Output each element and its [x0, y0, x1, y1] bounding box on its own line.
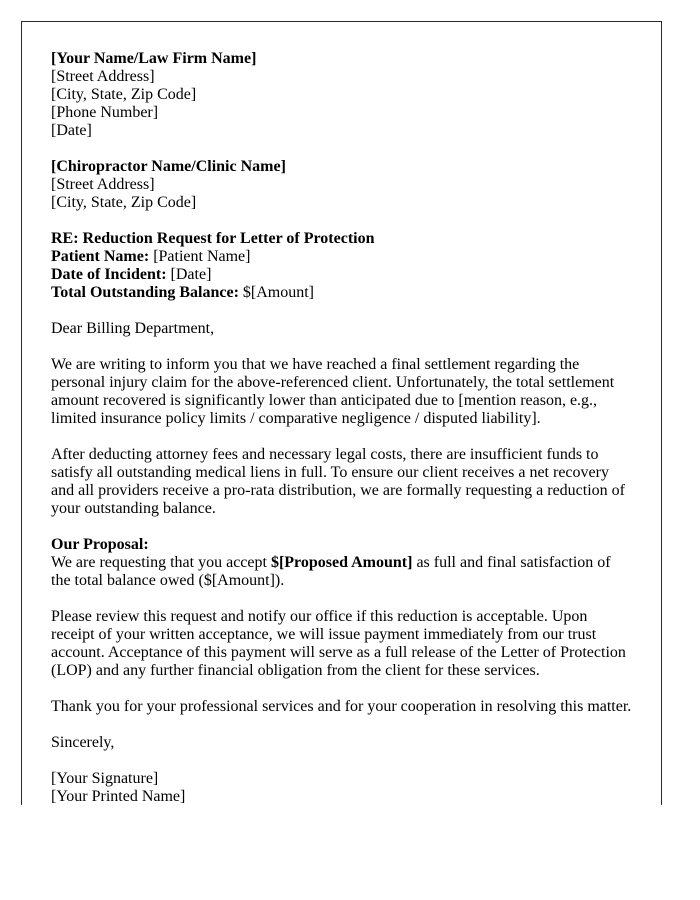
- proposal-heading: Our Proposal:: [51, 536, 149, 553]
- sender-address-block: [51, 50, 634, 140]
- letter-document: [21, 21, 662, 805]
- signature-line: [Your Signature]: [51, 770, 159, 787]
- balance-line: [51, 284, 634, 302]
- re-line: RE: Reduction Request for Letter of Protection: [51, 230, 375, 247]
- incident-date-value: [Date]: [166, 266, 212, 283]
- proposal-text-post: as full and final satisfaction of the total balance owed ($[Amount]).: [51, 554, 611, 589]
- proposed-amount: $[Proposed Amount]: [270, 554, 413, 571]
- balance-value: $[Amount]: [238, 284, 314, 301]
- sender-name: [Your Name/Law Firm Name]: [51, 50, 257, 67]
- recipient-street: [Street Address]: [51, 176, 155, 193]
- patient-name-label: Patient Name:: [51, 248, 150, 265]
- proposal-block: [51, 536, 634, 590]
- incident-date-line: [51, 266, 634, 284]
- body-paragraph-thanks: Thank you for your professional services and for your cooperation in resolving this matter.: [51, 698, 632, 715]
- body-paragraph-insufficient-funds: After deducting attorney fees and necessary legal costs, there are insufficient funds to satisfy all outstanding medical liens in full. To ensure our client receives a net recovery and all providers receive a pro-rata distribution, we are formally requesting a reduction of your outstanding balance.: [51, 446, 625, 517]
- signature-block: [51, 770, 634, 805]
- body-paragraph-settlement: We are writing to inform you that we have reached a final settlement regarding the personal injury claim for the above-referenced client. Unfortunately, the total settlement amount recovered is significantly lower than anticipated due to [mention reason, e.g., limited insurance policy limits / comparative negligence / disputed liability].: [51, 356, 615, 427]
- subject-block: [51, 230, 634, 302]
- balance-label: Total Outstanding Balance:: [51, 284, 239, 301]
- sender-phone: [Phone Number]: [51, 104, 159, 121]
- recipient-name: [Chiropractor Name/Clinic Name]: [51, 158, 286, 175]
- closing: Sincerely,: [51, 734, 115, 751]
- salutation: Dear Billing Department,: [51, 320, 215, 337]
- patient-name-line: [51, 248, 634, 266]
- body-paragraph-review-request: Please review this request and notify our office if this reduction is acceptable. Upon receipt of your written acceptance, we will issue payment immediately from our trust account. Acceptance of this payment will serve as a full release of the Letter of Protection (LOP) and any further financial obligation from the client for these services.: [51, 608, 626, 679]
- sender-street: [Street Address]: [51, 68, 155, 85]
- incident-date-label: Date of Incident:: [51, 266, 167, 283]
- sender-city: [City, State, Zip Code]: [51, 86, 197, 103]
- printed-name-line: [Your Printed Name]: [51, 788, 186, 805]
- patient-name-value: [Patient Name]: [149, 248, 251, 265]
- letter-date: [Date]: [51, 122, 92, 139]
- recipient-city: [City, State, Zip Code]: [51, 194, 197, 211]
- proposal-paragraph: [51, 554, 634, 590]
- proposal-text-pre: We are requesting that you accept: [51, 554, 271, 571]
- recipient-address-block: [51, 158, 634, 212]
